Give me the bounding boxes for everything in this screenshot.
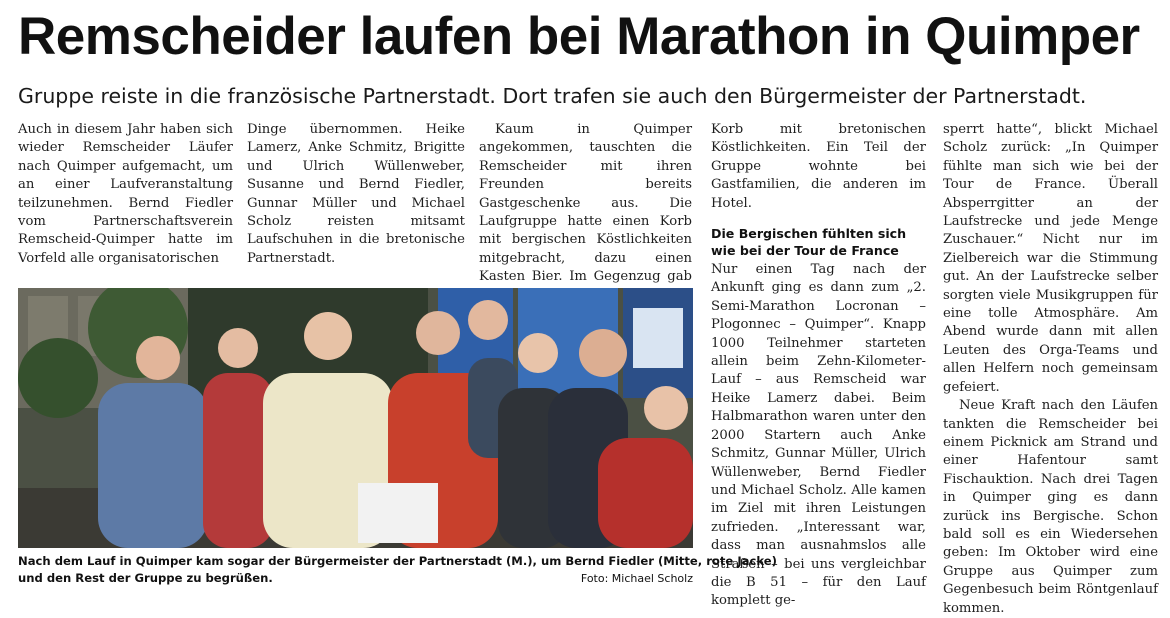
article-column-4 <box>711 121 926 611</box>
article-column-1 <box>18 121 233 268</box>
subheadline: Gruppe reiste in die französische Partnerstadt. Dort trafen sie auch den Bürgermeister der Partnerstadt. <box>18 84 1087 108</box>
article-column-2 <box>247 121 465 268</box>
paragraph: Nur einen Tag nach der Ankunft ging es dann zum „2. Semi-Marathon Locronan – Plogonnec – Quimper“. Knapp 1000 Teilnehmer starteten allein beim Zehn-Kilometer-Lauf – aus Remscheid war Heike Lamerz dabei. Beim Halbmarathon waren unter den 2000 Startern auch Anke Schmitz, Gunnar Müller, Ulrich Wüllenweber, Bernd Fiedler und Michael Scholz. Alle kamen im Ziel mit ihren Leistungen zufrieden. „Interessant war, dass man ausnahmslos alle Straßen – bei uns vergleichbar die B 51 – für den Lauf komplett ge- <box>711 262 926 609</box>
paragraph: Korb mit bretonischen Köstlichkeiten. Ein Teil der Gruppe wohnte bei Gastfamilien, die anderen im Hotel. <box>711 122 926 211</box>
photo-credit: Foto: Michael Scholz <box>580 572 693 585</box>
headline: Remscheider laufen bei Marathon in Quimper <box>18 7 1140 66</box>
article-column-3 <box>479 121 692 305</box>
group-photo <box>18 288 693 548</box>
photo-caption <box>18 553 777 587</box>
paragraph: sperrt hatte“, blickt Michael Scholz zurück: „In Quimper fühlte man sich wie bei der Tour de France. Überall Absperrgitter an der Laufstrecke und jede Menge Zuschauer.“ Nicht nur im Zielbereich war die Stimmung gut. An der Laufstrecke selber sorgten viele Musikgruppen für eine tolle Atmosphäre. Am Abend wurde dann mit allen Leuten des Orga-Teams und allen Helfern noch gemeinsam gefeiert. <box>943 122 1158 395</box>
paragraph: Dinge übernommen. Heike Lamerz, Anke Schmitz, Brigitte und Ulrich Wüllenweber, Susanne und Bernd Fiedler, Gunnar Müller und Michael Scholz reisten mitsamt Laufschuhen in die bretonische Partnerstadt. <box>247 122 465 266</box>
paragraph: Auch in diesem Jahr haben sich wieder Remscheider Läufer nach Quimper aufgemacht, um an einer Laufveranstaltung teilzunehmen. Bernd Fiedler vom Partnerschaftsverein Remscheid-Quimper hatte im Vorfeld alle organisatorischen <box>18 122 233 266</box>
section-subheading: Die Bergischen fühlten sich wie bei der Tour de France <box>711 226 907 259</box>
paragraph: Neue Kraft nach den Läufen tankten die Remscheider bei einem Picknick am Strand und einer Hafentour samt Fischauktion. Nach drei Tagen in Quimper ging es dann zurück ins Bergische. Schon bald soll es ein Wiedersehen geben: Im Oktober wird eine Gruppe aus Quimper zum Gegenbesuch beim Röntgenlauf kommen. <box>943 398 1158 616</box>
caption-text: und den Rest der Gruppe zu begrüßen. <box>18 571 273 585</box>
paragraph: Kaum in Quimper angekommen, tauschten die Remscheider mit ihren Freunden bereits Gastgeschenke aus. Die Laufgruppe hatte einen Korb mit bergischen Köstlichkeiten mitgebracht, dazu einen Kasten Bier. Im Gegenzug gab <box>479 122 692 285</box>
caption-text: Nach dem Lauf in Quimper kam sogar der Bürgermeister der Partnerstadt (M.), um Bernd Fiedler (Mitte, rote Jacke) <box>18 554 777 568</box>
article-column-5 <box>943 121 1158 618</box>
